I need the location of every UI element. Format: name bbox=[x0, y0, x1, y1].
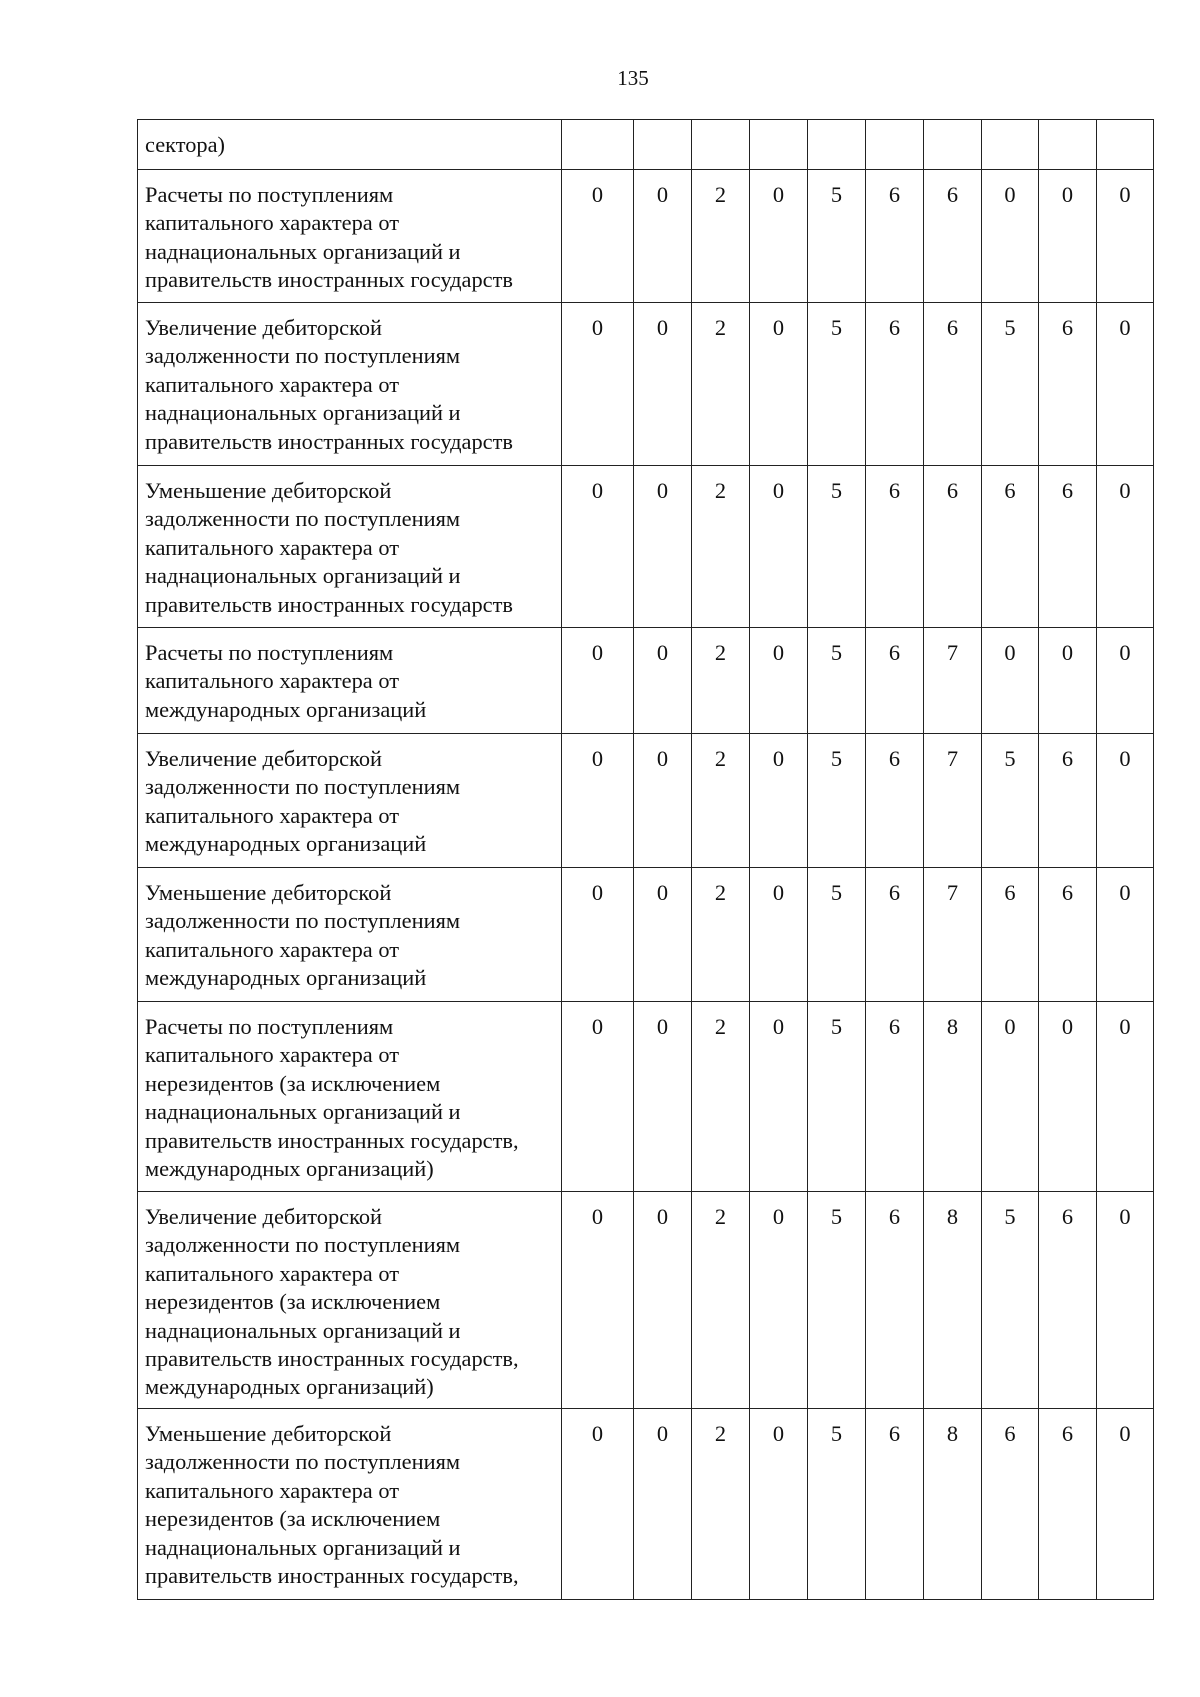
row-description: Увеличение дебиторской задолженности по поступлениям капитального характера от международных организаций bbox=[138, 734, 562, 868]
code-digit-cell bbox=[808, 120, 866, 170]
code-digit-cell bbox=[924, 120, 982, 170]
code-digit-cell: 6 bbox=[1039, 1409, 1097, 1600]
row-description: Уменьшение дебиторской задолженности по поступлениям капитального характера от наднациональных организаций и правительств иностранных государств bbox=[138, 466, 562, 628]
code-digit-cell: 0 bbox=[750, 734, 808, 868]
row-description: сектора) bbox=[138, 120, 562, 170]
code-digit-cell: 0 bbox=[562, 1002, 634, 1192]
code-digit-cell: 2 bbox=[692, 1409, 750, 1600]
code-digit-cell: 6 bbox=[1039, 1192, 1097, 1409]
code-digit-cell: 0 bbox=[634, 734, 692, 868]
code-digit-cell: 0 bbox=[634, 1002, 692, 1192]
code-digit-cell: 0 bbox=[562, 868, 634, 1002]
table-row bbox=[138, 1002, 1154, 1192]
code-digit-cell: 6 bbox=[866, 734, 924, 868]
code-digit-cell: 2 bbox=[692, 868, 750, 1002]
code-digit-cell: 2 bbox=[692, 734, 750, 868]
code-digit-cell: 0 bbox=[750, 303, 808, 466]
table-row bbox=[138, 628, 1154, 734]
table-row bbox=[138, 120, 1154, 170]
code-digit-cell: 2 bbox=[692, 466, 750, 628]
code-digit-cell: 0 bbox=[1097, 303, 1154, 466]
row-description: Увеличение дебиторской задолженности по поступлениям капитального характера от наднациональных организаций и правительств иностранных государств bbox=[138, 303, 562, 466]
code-digit-cell: 0 bbox=[1097, 466, 1154, 628]
row-description: Расчеты по поступлениям капитального характера от наднациональных организаций и правительств иностранных государств bbox=[138, 170, 562, 303]
code-digit-cell: 8 bbox=[924, 1192, 982, 1409]
code-digit-cell: 2 bbox=[692, 1002, 750, 1192]
code-digit-cell: 0 bbox=[1097, 1192, 1154, 1409]
row-description: Расчеты по поступлениям капитального характера от нерезидентов (за исключением наднациональных организаций и правительств иностранных государств, международных организаций) bbox=[138, 1002, 562, 1192]
code-digit-cell: 5 bbox=[808, 868, 866, 1002]
code-digit-cell: 8 bbox=[924, 1002, 982, 1192]
code-digit-cell: 0 bbox=[1039, 1002, 1097, 1192]
code-digit-cell: 6 bbox=[924, 466, 982, 628]
code-digit-cell: 5 bbox=[808, 1192, 866, 1409]
code-digit-cell: 0 bbox=[1039, 628, 1097, 734]
table-row bbox=[138, 868, 1154, 1002]
code-digit-cell bbox=[750, 120, 808, 170]
code-digit-cell bbox=[634, 120, 692, 170]
code-digit-cell: 2 bbox=[692, 628, 750, 734]
code-table bbox=[137, 119, 1154, 1600]
row-description: Увеличение дебиторской задолженности по поступлениям капитального характера от нерезидентов (за исключением наднациональных организаций и правительств иностранных государств, международных организаций) bbox=[138, 1192, 562, 1409]
code-digit-cell: 0 bbox=[634, 1192, 692, 1409]
code-digit-cell: 6 bbox=[982, 1409, 1039, 1600]
code-digit-cell: 0 bbox=[634, 1409, 692, 1600]
table-row bbox=[138, 1192, 1154, 1409]
code-digit-cell: 0 bbox=[1097, 734, 1154, 868]
code-digit-cell: 0 bbox=[982, 628, 1039, 734]
code-digit-cell: 6 bbox=[866, 1002, 924, 1192]
code-digit-cell: 5 bbox=[808, 1002, 866, 1192]
code-digit-cell bbox=[692, 120, 750, 170]
code-digit-cell: 0 bbox=[634, 466, 692, 628]
code-digit-cell: 5 bbox=[808, 734, 866, 868]
table-row bbox=[138, 1409, 1154, 1600]
code-digit-cell: 0 bbox=[750, 1409, 808, 1600]
code-digit-cell: 0 bbox=[634, 628, 692, 734]
code-digit-cell: 0 bbox=[750, 1002, 808, 1192]
code-digit-cell: 6 bbox=[1039, 868, 1097, 1002]
code-digit-cell: 0 bbox=[634, 170, 692, 303]
code-digit-cell: 6 bbox=[924, 170, 982, 303]
code-digit-cell: 6 bbox=[1039, 303, 1097, 466]
code-digit-cell: 6 bbox=[1039, 466, 1097, 628]
row-description: Уменьшение дебиторской задолженности по поступлениям капитального характера от международных организаций bbox=[138, 868, 562, 1002]
code-digit-cell: 0 bbox=[982, 1002, 1039, 1192]
code-digit-cell bbox=[982, 120, 1039, 170]
code-digit-cell: 0 bbox=[1039, 170, 1097, 303]
code-digit-cell bbox=[1039, 120, 1097, 170]
code-digit-cell: 5 bbox=[808, 170, 866, 303]
table-row bbox=[138, 303, 1154, 466]
code-digit-cell: 0 bbox=[562, 734, 634, 868]
code-digit-cell: 0 bbox=[1097, 628, 1154, 734]
table-row bbox=[138, 170, 1154, 303]
code-digit-cell: 0 bbox=[634, 303, 692, 466]
code-digit-cell: 0 bbox=[1097, 1002, 1154, 1192]
code-digit-cell: 0 bbox=[1097, 868, 1154, 1002]
code-digit-cell: 7 bbox=[924, 868, 982, 1002]
code-digit-cell: 0 bbox=[750, 170, 808, 303]
code-digit-cell: 0 bbox=[750, 466, 808, 628]
code-digit-cell: 5 bbox=[808, 1409, 866, 1600]
code-digit-cell: 6 bbox=[1039, 734, 1097, 868]
code-digit-cell: 6 bbox=[924, 303, 982, 466]
code-digit-cell bbox=[1097, 120, 1154, 170]
code-digit-cell: 7 bbox=[924, 734, 982, 868]
code-digit-cell: 0 bbox=[562, 628, 634, 734]
code-digit-cell: 6 bbox=[866, 466, 924, 628]
code-digit-cell: 2 bbox=[692, 170, 750, 303]
code-digit-cell: 5 bbox=[982, 734, 1039, 868]
code-digit-cell: 5 bbox=[982, 1192, 1039, 1409]
code-digit-cell: 5 bbox=[808, 628, 866, 734]
code-digit-cell: 0 bbox=[562, 466, 634, 628]
code-digit-cell: 2 bbox=[692, 303, 750, 466]
code-digit-cell: 0 bbox=[750, 1192, 808, 1409]
code-digit-cell: 6 bbox=[866, 868, 924, 1002]
code-digit-cell: 0 bbox=[1097, 1409, 1154, 1600]
code-digit-cell: 0 bbox=[562, 303, 634, 466]
code-digit-cell: 6 bbox=[982, 466, 1039, 628]
code-digit-cell bbox=[866, 120, 924, 170]
code-digit-cell: 0 bbox=[562, 1192, 634, 1409]
table-row bbox=[138, 466, 1154, 628]
code-digit-cell: 8 bbox=[924, 1409, 982, 1600]
code-digit-cell: 0 bbox=[634, 868, 692, 1002]
table-row bbox=[138, 734, 1154, 868]
table-body bbox=[138, 120, 1154, 1600]
code-digit-cell: 6 bbox=[866, 628, 924, 734]
code-digit-cell: 5 bbox=[808, 466, 866, 628]
code-digit-cell: 6 bbox=[866, 1192, 924, 1409]
code-digit-cell: 6 bbox=[866, 303, 924, 466]
code-digit-cell: 6 bbox=[866, 1409, 924, 1600]
code-digit-cell: 0 bbox=[562, 170, 634, 303]
row-description: Расчеты по поступлениям капитального характера от международных организаций bbox=[138, 628, 562, 734]
code-digit-cell: 0 bbox=[562, 1409, 634, 1600]
code-digit-cell: 6 bbox=[866, 170, 924, 303]
code-digit-cell: 5 bbox=[808, 303, 866, 466]
code-digit-cell: 0 bbox=[1097, 170, 1154, 303]
code-digit-cell: 5 bbox=[982, 303, 1039, 466]
code-digit-cell: 0 bbox=[750, 628, 808, 734]
code-digit-cell bbox=[562, 120, 634, 170]
code-digit-cell: 0 bbox=[982, 170, 1039, 303]
code-digit-cell: 6 bbox=[982, 868, 1039, 1002]
code-digit-cell: 0 bbox=[750, 868, 808, 1002]
row-description: Уменьшение дебиторской задолженности по поступлениям капитального характера от нерезидентов (за исключением наднациональных организаций и правительств иностранных государств, bbox=[138, 1409, 562, 1600]
code-digit-cell: 7 bbox=[924, 628, 982, 734]
page-number: 135 bbox=[617, 66, 649, 90]
code-digit-cell: 2 bbox=[692, 1192, 750, 1409]
